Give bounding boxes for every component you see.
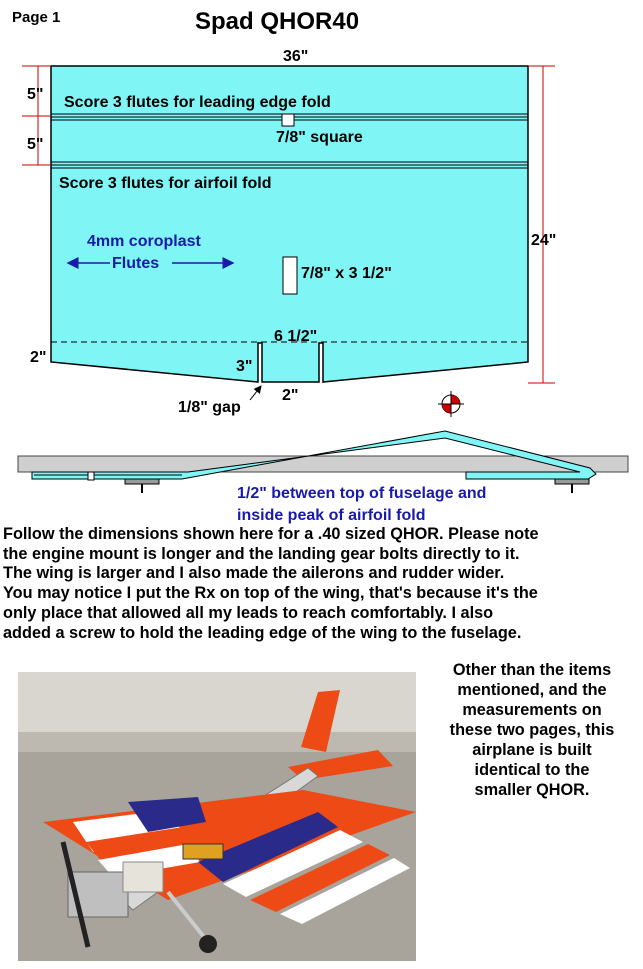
page-label: Page 1 (12, 9, 61, 26)
slot-distance-label: 6 1/2" (274, 328, 318, 345)
material-label: 4mm coroplast (87, 233, 201, 250)
fold-note-line1: 1/2" between top of fuselage and (237, 485, 487, 502)
square-cutout (282, 114, 294, 126)
flutes-label: Flutes (112, 255, 160, 272)
page-title: Spad QHOR40 (195, 8, 360, 35)
airfoil-score-label: Score 3 flutes for airfoil fold (59, 175, 272, 192)
wing-side-profile (18, 431, 628, 493)
leading-edge-score-label: Score 3 flutes for leading edge fold (64, 94, 331, 111)
airplane-photo (18, 672, 416, 961)
top-dimension: 5" (27, 86, 44, 103)
notch-depth-label: 3" (236, 358, 253, 375)
height-dimension: 24" (531, 232, 557, 249)
gap-label: 1/8" gap (178, 399, 241, 416)
cg-target-icon (438, 391, 464, 417)
side-note: Other than the items mentioned, and the measurements on these two pages, this airplane is built identical to the smaller QHOR. (449, 661, 615, 799)
slot-label: 7/8" x 3 1/2" (301, 265, 392, 282)
notch-width-label: 2" (282, 387, 299, 404)
instructions-paragraph: Follow the dimensions shown here for a .40 sized QHOR. Please note the engine mount is longer and the landing gear bolts directly to it. The wing is larger and I also made the ailerons and rudder wider. You may notice I put the Rx on top of the wing, that's because it's the only place that allowed all my leads to reach comfortably. I also added a screw to hold the leading edge of the wing to the fuselage. (3, 525, 539, 642)
width-dimension: 36" (283, 48, 309, 65)
bottom-left-dimension: 2" (30, 349, 47, 366)
second-dimension: 5" (27, 136, 44, 153)
slot-cutout (283, 257, 297, 294)
square-label: 7/8" square (276, 129, 363, 146)
fold-note-line2: inside peak of airfoil fold (237, 507, 426, 524)
